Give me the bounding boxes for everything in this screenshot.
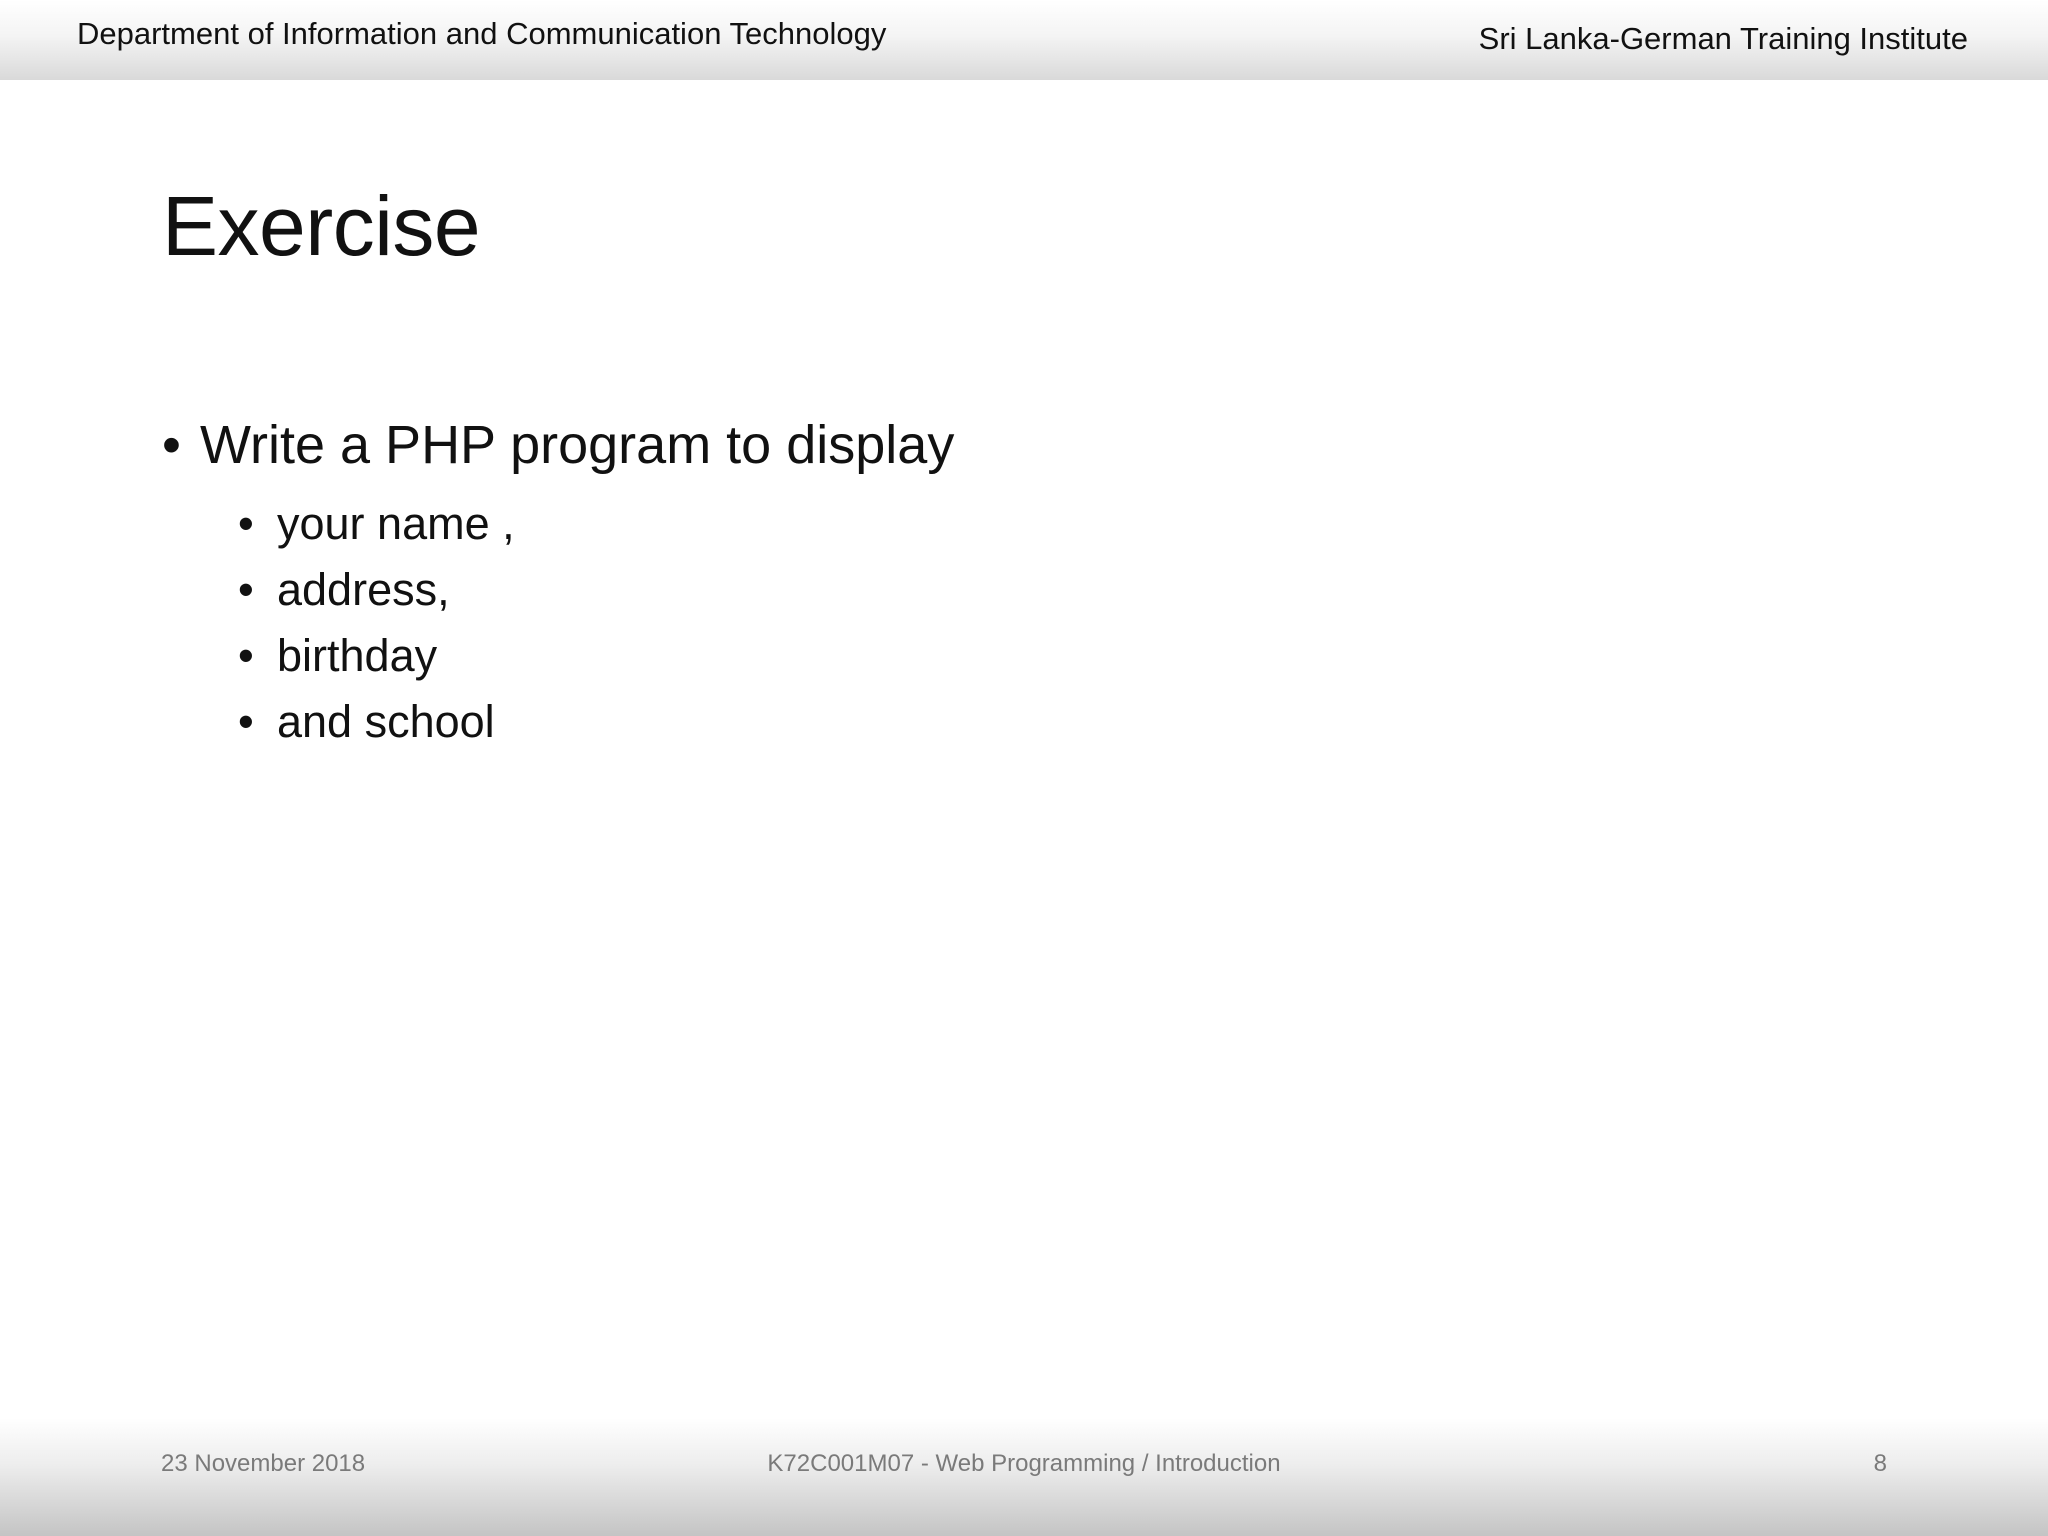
slide-title: Exercise (162, 179, 481, 273)
footer-course-title: K72C001M07 - Web Programming / Introduction (767, 1450, 1281, 1477)
sub-bullet-text: birthday (277, 630, 438, 681)
footer-page-number: 8 (1873, 1450, 1887, 1477)
bullet-dot: • (238, 696, 254, 747)
footer-date: 23 November 2018 (161, 1450, 366, 1477)
bullet-dot: • (238, 498, 254, 549)
bullet-dot: • (238, 564, 254, 615)
header-bar (0, 0, 2048, 80)
bullet-text: Write a PHP program to display (200, 415, 955, 475)
header-department: Department of Information and Communication Technology (77, 16, 887, 51)
header-institute: Sri Lanka-German Training Institute (1478, 21, 1968, 56)
bullet-dot: • (162, 415, 181, 475)
sub-bullet-text: and school (277, 696, 495, 747)
sub-bullet-text: address, (277, 564, 450, 615)
sub-bullet-text: your name , (277, 498, 515, 549)
bullet-dot: • (238, 630, 254, 681)
